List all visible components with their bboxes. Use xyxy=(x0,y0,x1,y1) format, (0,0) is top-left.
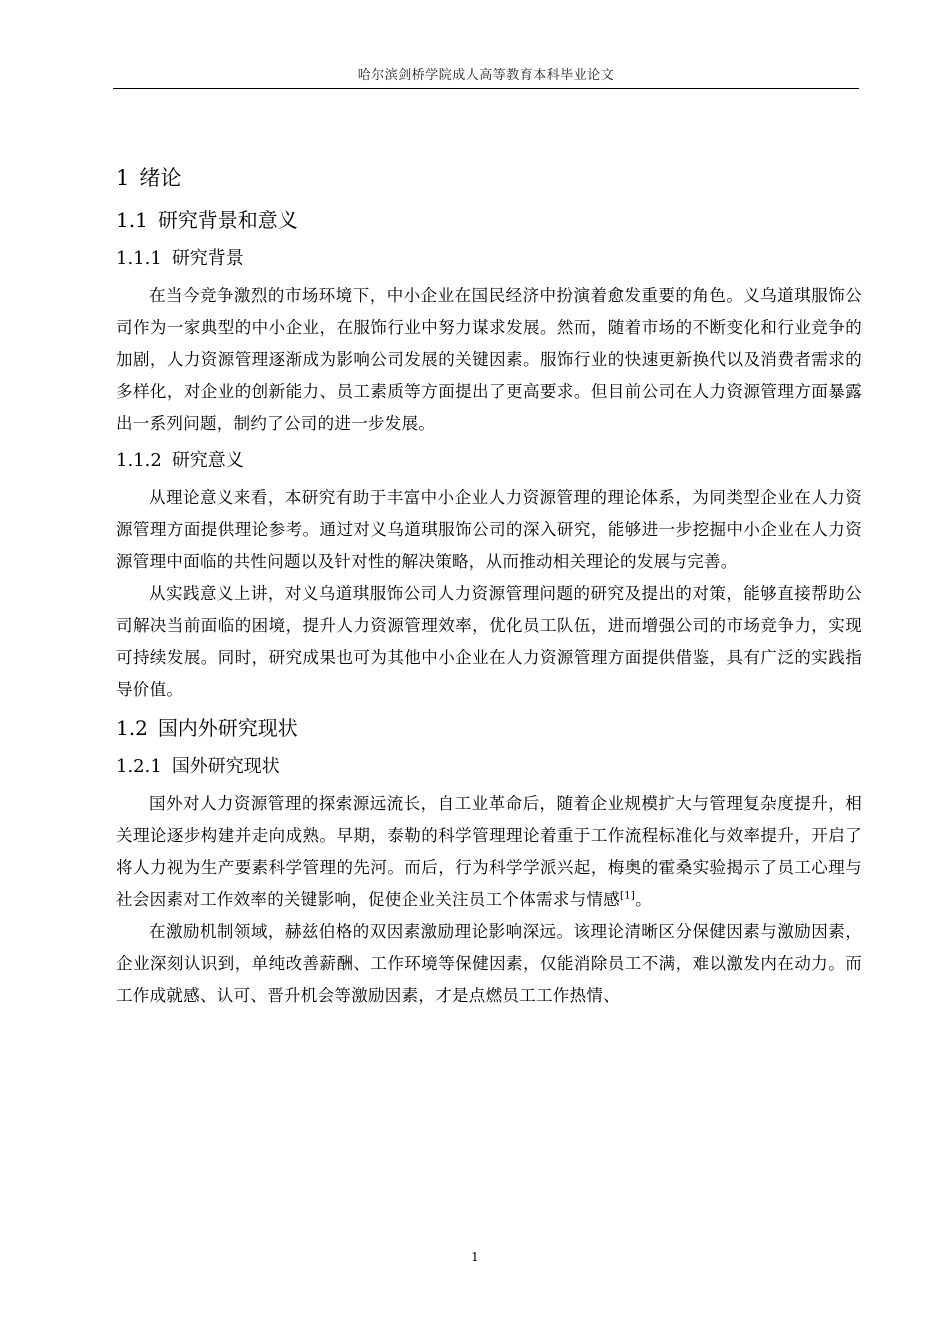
subsection-title: 研究背景 xyxy=(171,248,244,269)
subsection-title: 研究意义 xyxy=(171,450,244,471)
chapter-number: 1 xyxy=(116,166,130,190)
paragraph-end: 。 xyxy=(635,890,652,909)
header-divider xyxy=(113,88,859,89)
subsection-number: 1.1.2 xyxy=(116,450,162,471)
section-title: 国内外研究现状 xyxy=(157,716,298,740)
page-number: 1 xyxy=(471,1250,479,1264)
body-paragraph: 在当今竞争激烈的市场环境下，中小企业在国民经济中扮演着愈发重要的角色。义乌道琪服饰公司作为一家典型的中小企业，在服饰行业中努力谋求发展。然而，随着市场的不断变化和行业竞争的加剧，人力资源管理逐渐成为影响公司发展的关键因素。服饰行业的快速更新换代以及消费者需求的多样化，对企业的创新能力、员工素质等方面提出了更高要求。但目前公司在人力资源管理方面暴露出一系列问题，制约了公司的进一步发展。 xyxy=(116,286,862,433)
body-paragraph xyxy=(116,788,862,916)
body-paragraph: 从实践意义上讲，对义乌道琪服饰公司人力资源管理问题的研究及提出的对策，能够直接帮助公司解决当前面临的困境，提升人力资源管理效率，优化员工队伍，进而增强公司的市场竞争力，实现可持续发展。同时，研究成果也可为其他中小企业在人力资源管理方面提供借鉴，具有广泛的实践指导价值。 xyxy=(116,584,862,699)
section-title: 研究背景和意义 xyxy=(157,208,298,232)
subsection-heading-1-2-1 xyxy=(116,752,862,782)
chapter-heading xyxy=(116,160,862,196)
body-paragraph: 从理论意义来看，本研究有助于丰富中小企业人力资源管理的理论体系，为同类型企业在人力资源管理方面提供理论参考。通过对义乌道琪服饰公司的深入研究，能够进一步挖掘中小企业在人力资源管理中面临的共性问题以及针对性的解决策略，从而推动相关理论的发展与完善。 xyxy=(116,488,862,571)
paragraph-text: 国外对人力资源管理的探索源远流长，自工业革命后，随着企业规模扩大与管理复杂度提升，相关理论逐步构建并走向成熟。早期，泰勒的科学管理理论着重于工作流程标准化与效率提升，开启了将人力视为生产要素科学管理的先河。而后，行为科学学派兴起，梅奥的霍桑实验揭示了员工心理与社会因素对工作效率的关键影响，促使企业关注员工个体需求与情感 xyxy=(116,794,862,909)
section-number: 1.2 xyxy=(116,716,148,740)
subsection-number: 1.1.1 xyxy=(116,248,162,269)
subsection-number: 1.2.1 xyxy=(116,756,162,777)
section-heading-1-1 xyxy=(116,204,862,236)
subsection-title: 国外研究现状 xyxy=(171,756,280,777)
citation-ref[interactable]: [1] xyxy=(620,890,636,902)
section-number: 1.1 xyxy=(116,208,148,232)
section-heading-1-2 xyxy=(116,712,862,744)
page-header: 哈尔滨剑桥学院成人高等教育本科毕业论文 xyxy=(357,68,615,83)
body-paragraph: 在激励机制领域，赫兹伯格的双因素激励理论影响深远。该理论清晰区分保健因素与激励因素，企业深刻认识到，单纯改善薪酬、工作环境等保健因素，仅能消除员工不满，难以激发内在动力。而工作成就感、认可、晋升机会等激励因素，才是点燃员工工作热情、 xyxy=(116,922,862,1005)
chapter-title: 绪论 xyxy=(139,166,182,190)
subsection-heading-1-1-2 xyxy=(116,446,862,476)
document-body xyxy=(116,160,862,1012)
subsection-heading-1-1-1 xyxy=(116,244,862,274)
